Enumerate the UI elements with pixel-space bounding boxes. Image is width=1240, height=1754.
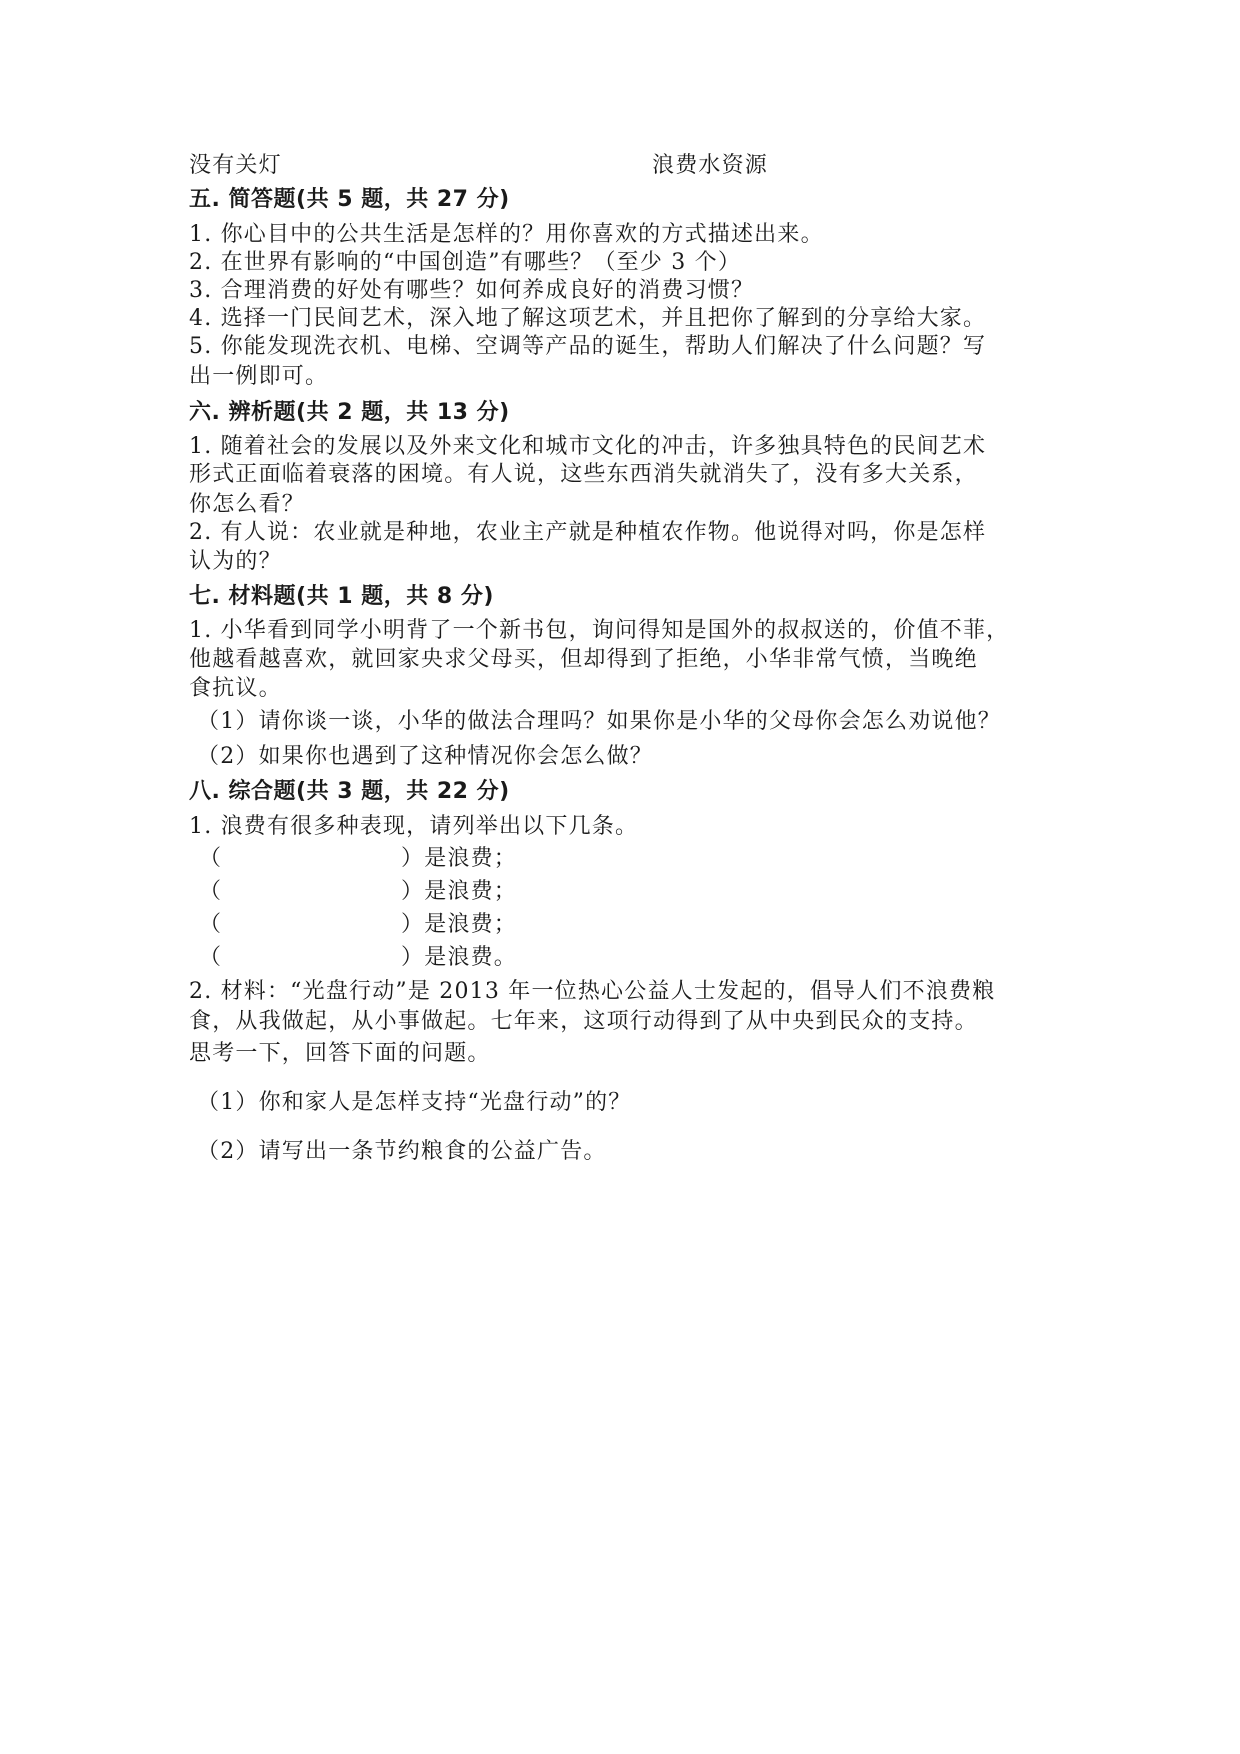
section-8-heading: 八. 综合题(共 3 题，共 22 分) [189, 779, 510, 804]
question-line: 2. 材料：“光盘行动”是 2013 年一位热心公益人士发起的，倡导人们不浪费粮 [189, 979, 996, 1004]
question-line: 思考一下，回答下面的问题。 [189, 1041, 491, 1066]
question-line: 形式正面临着衰落的困境。有人说，这些东西消失就消失了，没有多大关系， [189, 462, 978, 487]
question-line: 3. 合理消费的好处有哪些？如何养成良好的消费习惯？ [189, 278, 755, 303]
sub-question: （1）请你谈一谈，小华的做法合理吗？如果你是小华的父母你会怎么劝说他？ [197, 709, 1001, 734]
question-line: 5. 你能发现洗衣机、电梯、空调等产品的诞生，帮助人们解决了什么问题？写 [189, 334, 987, 359]
option-left: 没有关灯 [189, 153, 282, 178]
answer-blank-close: ）是浪费； [401, 912, 518, 937]
question-line: 出一例即可。 [189, 364, 329, 389]
answer-blank-open: （ [199, 879, 222, 904]
question-line: 认为的？ [189, 549, 282, 574]
sub-question: （1）你和家人是怎样支持“光盘行动”的？ [197, 1090, 632, 1115]
answer-blank-close: ）是浪费； [401, 846, 518, 871]
answer-blank-open: （ [199, 846, 222, 871]
question-line: 2. 在世界有影响的“中国创造”有哪些？（至少 3 个） [189, 250, 742, 275]
answer-blank-open: （ [199, 912, 222, 937]
answer-blank-row [199, 843, 799, 875]
option-right: 浪费水资源 [652, 153, 769, 178]
answer-blank-row [199, 909, 799, 941]
question-line: 4. 选择一门民间艺术，深入地了解这项艺术，并且把你了解到的分享给大家。 [189, 306, 987, 331]
answer-blank-row [199, 876, 799, 908]
answer-blank-close: ）是浪费； [401, 879, 518, 904]
question-line: 1. 浪费有很多种表现，请列举出以下几条。 [189, 814, 639, 839]
question-line: 你怎么看？ [189, 492, 306, 517]
sub-question: （2）如果你也遇到了这种情况你会怎么做？ [197, 744, 653, 769]
question-line: 食，从我做起，从小事做起。七年来，这项行动得到了从中央到民众的支持。 [189, 1009, 978, 1034]
section-5-heading: 五. 简答题(共 5 题，共 27 分) [189, 187, 510, 212]
question-line: 1. 随着社会的发展以及外来文化和城市文化的冲击，许多独具特色的民间艺术 [189, 434, 987, 459]
answer-blank-row [199, 942, 799, 974]
sub-question: （2）请写出一条节约粮食的公益广告。 [197, 1139, 607, 1164]
answer-blank-close: ）是浪费。 [401, 945, 518, 970]
answer-blank-open: （ [199, 945, 222, 970]
question-line: 他越看越喜欢，就回家央求父母买，但却得到了拒绝，小华非常气愤，当晚绝 [189, 647, 978, 672]
question-line: 食抗议。 [189, 676, 282, 701]
question-line: 2. 有人说：农业就是种地，农业主产就是种植农作物。他说得对吗，你是怎样 [189, 520, 987, 545]
question-line: 1. 你心目中的公共生活是怎样的？用你喜欢的方式描述出来。 [189, 222, 824, 247]
question-line: 1. 小华看到同学小明背了一个新书包，询问得知是国外的叔叔送的，价值不菲， [189, 618, 1010, 643]
section-6-heading: 六. 辨析题(共 2 题，共 13 分) [189, 400, 510, 425]
section-7-heading: 七. 材料题(共 1 题，共 8 分) [189, 584, 494, 609]
